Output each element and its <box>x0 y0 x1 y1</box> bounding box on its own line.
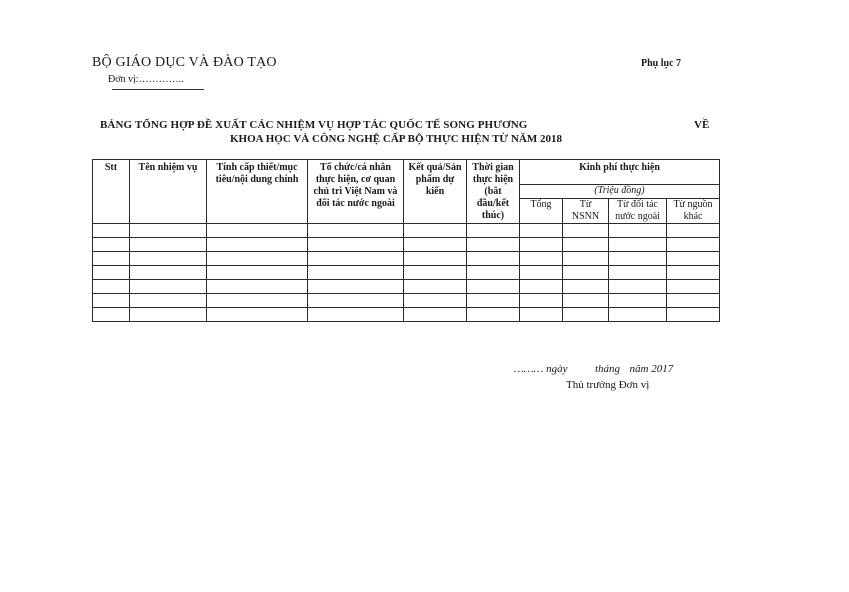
table-cell <box>667 238 720 252</box>
table-cell <box>404 238 467 252</box>
date-year: năm 2017 <box>629 363 674 375</box>
table-row <box>93 266 720 280</box>
table-cell <box>130 266 207 280</box>
table-cell <box>207 252 308 266</box>
document-title-line-1-tail: VỀ <box>694 119 710 131</box>
document-title-line-2: KHOA HỌC VÀ CÔNG NGHỆ CẤP BỘ THỰC HIỆN TỪ NĂM 2018 <box>230 133 562 145</box>
col-header-duration: Thời gian thực hiện (bắt đầu/kết thúc) <box>467 160 520 224</box>
col-header-result: Kết quả/Sản phẩm dự kiến <box>404 160 467 224</box>
col-header-funding: Kinh phí thực hiện <box>520 160 720 185</box>
date-day: ……… ngày <box>514 363 568 375</box>
col-header-stt: Stt <box>93 160 130 224</box>
table-cell <box>308 252 404 266</box>
table-cell <box>467 308 520 322</box>
table-cell <box>308 238 404 252</box>
col-header-necessity: Tính cấp thiết/mục tiêu/nội dung chính <box>207 160 308 224</box>
signer-title: Thủ trưởng Đơn vị <box>566 379 650 391</box>
table-row <box>93 224 720 238</box>
table-cell <box>93 294 130 308</box>
table-cell <box>609 224 667 238</box>
table-cell <box>308 280 404 294</box>
table-cell <box>563 224 609 238</box>
table-cell <box>609 280 667 294</box>
table-cell <box>207 238 308 252</box>
table-cell <box>563 308 609 322</box>
table-cell <box>609 308 667 322</box>
table-cell <box>467 266 520 280</box>
table-cell <box>609 266 667 280</box>
table-cell <box>520 266 563 280</box>
table-cell <box>404 280 467 294</box>
table-cell <box>467 280 520 294</box>
col-header-organization: Tổ chức/cá nhân thực hiện, cơ quan chủ trì Việt Nam và đối tác nước ngoài <box>308 160 404 224</box>
table-cell <box>207 294 308 308</box>
report-table <box>92 159 720 322</box>
table-cell <box>93 238 130 252</box>
table-cell <box>130 252 207 266</box>
table-cell <box>93 252 130 266</box>
table-cell <box>520 238 563 252</box>
table-body <box>93 224 720 322</box>
table-cell <box>207 266 308 280</box>
table-cell <box>667 224 720 238</box>
table-cell <box>308 266 404 280</box>
table-cell <box>93 308 130 322</box>
table-cell <box>308 224 404 238</box>
table-cell <box>130 238 207 252</box>
table-cell <box>308 308 404 322</box>
table-cell <box>404 266 467 280</box>
funding-unit-label: (Triệu đồng) <box>520 185 720 199</box>
table-cell <box>563 238 609 252</box>
table-cell <box>404 294 467 308</box>
table-cell <box>609 238 667 252</box>
table-cell <box>520 294 563 308</box>
col-header-task-name: Tên nhiệm vụ <box>130 160 207 224</box>
table-cell <box>609 294 667 308</box>
table-cell <box>609 252 667 266</box>
date-month: tháng <box>594 363 621 375</box>
unit-underline <box>112 89 204 90</box>
table-cell <box>667 294 720 308</box>
appendix-label: Phụ lục 7 <box>641 58 682 69</box>
table-cell <box>130 224 207 238</box>
table-row <box>93 238 720 252</box>
table-cell <box>404 224 467 238</box>
table-cell <box>667 252 720 266</box>
table-cell <box>93 280 130 294</box>
table-row <box>93 252 720 266</box>
table-row <box>93 280 720 294</box>
table-cell <box>563 266 609 280</box>
table-cell <box>563 280 609 294</box>
table-cell <box>93 224 130 238</box>
table-cell <box>207 280 308 294</box>
table-cell <box>207 224 308 238</box>
table-cell <box>563 294 609 308</box>
table-cell <box>404 252 467 266</box>
table-cell <box>467 224 520 238</box>
table-cell <box>404 308 467 322</box>
table-cell <box>308 294 404 308</box>
table-cell <box>520 280 563 294</box>
ministry-name: BỘ GIÁO DỤC VÀ ĐÀO TẠO <box>92 55 277 70</box>
table-cell <box>467 294 520 308</box>
col-header-state-budget: Từ NSNN <box>563 199 609 224</box>
unit-field: Đơn vị:………….. <box>108 74 184 85</box>
table-cell <box>520 224 563 238</box>
table-cell <box>667 280 720 294</box>
table-cell <box>93 266 130 280</box>
table-row <box>93 308 720 322</box>
col-header-other-sources: Từ nguồn khác <box>667 199 720 224</box>
table-cell <box>563 252 609 266</box>
table-cell <box>130 280 207 294</box>
table-cell <box>667 266 720 280</box>
table-cell <box>130 294 207 308</box>
table-cell <box>520 252 563 266</box>
col-header-total: Tổng <box>520 199 563 224</box>
table-cell <box>467 238 520 252</box>
table-cell <box>467 252 520 266</box>
col-header-foreign-partner: Từ đối tác nước ngoài <box>609 199 667 224</box>
table-row <box>93 294 720 308</box>
table-cell <box>667 308 720 322</box>
document-title-line-1: BẢNG TỔNG HỢP ĐỀ XUẤT CÁC NHIỆM VỤ HỢP TÁC QUỐC TẾ SONG PHƯƠNG <box>100 119 528 131</box>
table-cell <box>520 308 563 322</box>
date-line <box>514 363 673 375</box>
table-cell <box>207 308 308 322</box>
table-cell <box>130 308 207 322</box>
